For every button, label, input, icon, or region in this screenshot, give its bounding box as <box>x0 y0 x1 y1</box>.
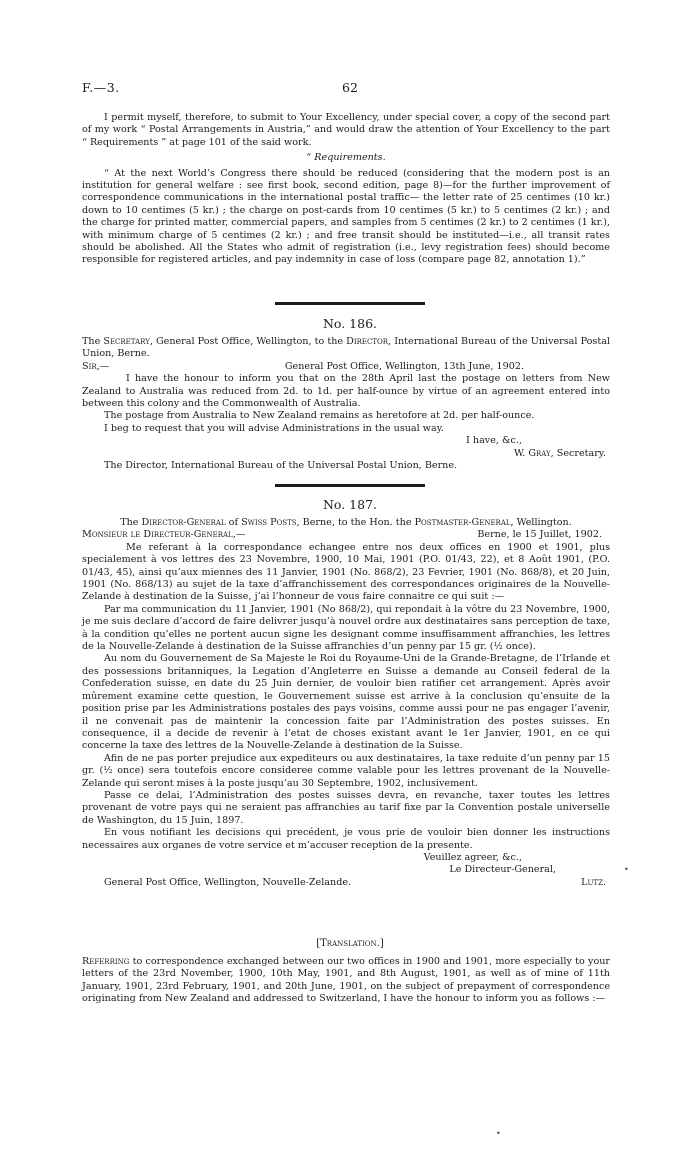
letter-187-body: Au nom du Gouvernement de Sa Majeste le Roi du Royaume-Uni de la Grande-Bretagne, de l’Irlande et des possessions britanniques, la Legation d’Angleterre en Suisse a demande au Conseil federal de la Confederation suisse, en date du 25 Juin dernier, de vouloir bien ratifier cet arrangement. Après avoir mûrement examine cette question, le Gouvernement suisse est arrive à la conclusion qu’ensuite de la position prise par les Administrations postales des pays voisins, comme aussi pour ne pas engager l’avenir, il ne convenait pas de maintenir la concession faite par l’Administration des postes suisses. En consequence, il a decide de revenir à l’etat de choses existant avant le 1er Janvier, 1901, en ce qui concerne la taxe des lettres de la Nouvelle-Zelande à destination de la Suisse. <box>82 653 610 752</box>
signature: Lutz. <box>581 876 606 888</box>
letter-187-body: En vous notifiant les decisions qui precédent, je vous prie de vouloir bien donner les instructions necessaires aux organes de votre service et m’accuser reception de la presente. <box>82 827 610 851</box>
section-divider <box>275 302 425 305</box>
closing: I have, &c., <box>466 435 522 447</box>
letter-186-salutation-row <box>82 361 610 373</box>
salutation: Monsieur le Directeur-General,— <box>82 529 246 541</box>
letter-187-body: Par ma communication du 11 Janvier, 1901 (No 868/2), qui repondait à la vôtre du 23 Novembre, 1900, je me suis declare d’accord de faire delivrer jusqu’à nouvel ordre aux destinataires sans perception de taxe, à la condition qu’elles ne portent aucun signe les designant comme insuffisamment affranchies, les lettres de la Nouvelle-Zelande à destination de la Suisse affranchies d’un penny par 15 gr. (½ once). <box>82 603 610 653</box>
page-number: 62 <box>342 80 358 95</box>
margin-mark: • <box>496 1129 501 1138</box>
section-divider <box>275 484 425 487</box>
letter-187-footer-row <box>82 877 610 889</box>
requirements-title: “ Requirements. <box>306 152 386 164</box>
addressee: The Director, International Bureau of the Universal Postal Union, Berne. <box>104 460 458 472</box>
translation-paragraph: Referring to correspondence exchanged between our two offices in 1900 and 1901, more especially to your letters of the 23rd November, 1900, 10th May, 1901, and 8th August, 1901, as well as of mine of 11th January, 1901, 23rd February, 1901, and 20th June, 1901, on the subject of prepayment of correspondence originating from New Zealand and addressed to Switzerland, I have the honour to inform you as follows :— <box>82 956 610 1005</box>
letter-number-186: No. 186. <box>322 316 378 331</box>
document-reference: F.—3. <box>82 80 120 95</box>
letter-186-body: I have the honour to inform you that on the 28th April last the postage on letters from New Zealand to Australia was reduced from 2d. to 1d. per half-ounce by virtue of an agreement entered into between this colony and the Commonwealth of Australia. <box>82 373 610 410</box>
letter-187-salutation-row <box>82 529 610 541</box>
intro-section <box>82 112 610 267</box>
letter-187 <box>82 517 610 889</box>
margin-mark: • <box>624 865 629 874</box>
intro-paragraph: I permit myself, therefore, to submit to Your Excellency, under special cover, a copy of the second part of my work “ Postal Arrangements in Austria,” and would draw the attention of Your Excellency to the part “ Requirements ” at page 101 of the said work. <box>82 112 610 148</box>
addressee: General Post Office, Wellington, Nouvelle-Zelande. <box>104 876 352 888</box>
requirements-quote: “ At the next World’s Congress there should be reduced (considering that the modern post is an institution for general welfare : see first book, second edition, page 8)—for the further improvement of correspondence communications in the international postal traffic— the letter rate of 25 centimes (10 kr.) down to 10 centimes (5 kr.) ; the charge on post-cards from 10 centimes (5 kr.) to 5 centimes (2 kr.) ; and the charge for printed matter, commercial papers, and samples from 5 centimes (2 kr.) to 2 centimes (1 kr.), with minimum charge of 5 centimes (2 kr.) ; and free transit should be instituted—i.e., all transit rates should be abolished. All the States who admit of registration (i.e., levy registration fees) should become responsible for registered articles, and pay indemnity in case of loss (compare page 82, annotation 1).” <box>82 167 610 266</box>
place-date: General Post Office, Wellington, 13th June, 1902. <box>284 360 524 372</box>
translation-label: [Translation.] <box>316 938 384 949</box>
signature: W. Gray, Secretary. <box>514 447 606 459</box>
letter-187-address: The Director-General of Swiss Posts, Berne, to the Hon. the Postmaster-General, Wellington. <box>120 517 572 528</box>
salutation: Sir,— <box>82 360 110 372</box>
letter-186-body: I beg to request that you will advise Administrations in the usual way. <box>104 422 444 434</box>
translation-section <box>82 956 610 1006</box>
letter-186-body: The postage from Australia to New Zealand remains as heretofore at 2d. per half-ounce. <box>104 410 535 422</box>
letter-187-body: Afin de ne pas porter prejudice aux expediteurs ou aux destinataires, la taxe reduite d’un penny par 15 gr. (½ once) sera toutefois encore consideree comme valable pour les lettres provenant de la Nouvelle-Zelande qui seront mises à la poste jusqu’au 30 Septembre, 1902, inclusivement. <box>82 752 610 789</box>
place-date: Berne, le 15 Juillet, 1902. <box>477 529 602 541</box>
letter-186 <box>82 336 610 472</box>
letter-187-body: Me referant à la correspondance echangee entre nos deux offices en 1900 et 1901, plus specialement à vos lettres des 23 Novembre, 1900, 10 Mai, 1901 (P.O. 01/43, 22), et 8 Août 1901, (P.O. 01/43, 45), ainsi qu’aux miennes des 11 Janvier, 1901 (No. 868/2), 23 Fevrier, 1901 (No. 868/8), et 20 Juin, 1901 (No. 868/13) au sujet de la taxe d’affranchissement des correspondances originaires de la Nouvelle-Zelande à destination de la Suisse, j’ai l’honneur de vous faire connaitre ce qui suit :— <box>82 541 610 603</box>
letter-187-body: Passe ce delai, l’Administration des postes suisses devra, en revanche, taxer toutes les lettres provenant de votre pays qui ne seraient pas affranchies au tarif fixe par la Convention postale universelle de Washington, du 15 Juin, 1897. <box>82 789 610 826</box>
signature-title: Le Directeur-General, <box>449 864 556 876</box>
letter-number-187: No. 187. <box>322 497 378 512</box>
closing: Veuillez agreer, &c., <box>423 851 522 863</box>
letter-186-address: The Secretary, General Post Office, Wellington, to the Director, International Bureau of the Universal Postal Union, Berne. <box>82 336 610 360</box>
